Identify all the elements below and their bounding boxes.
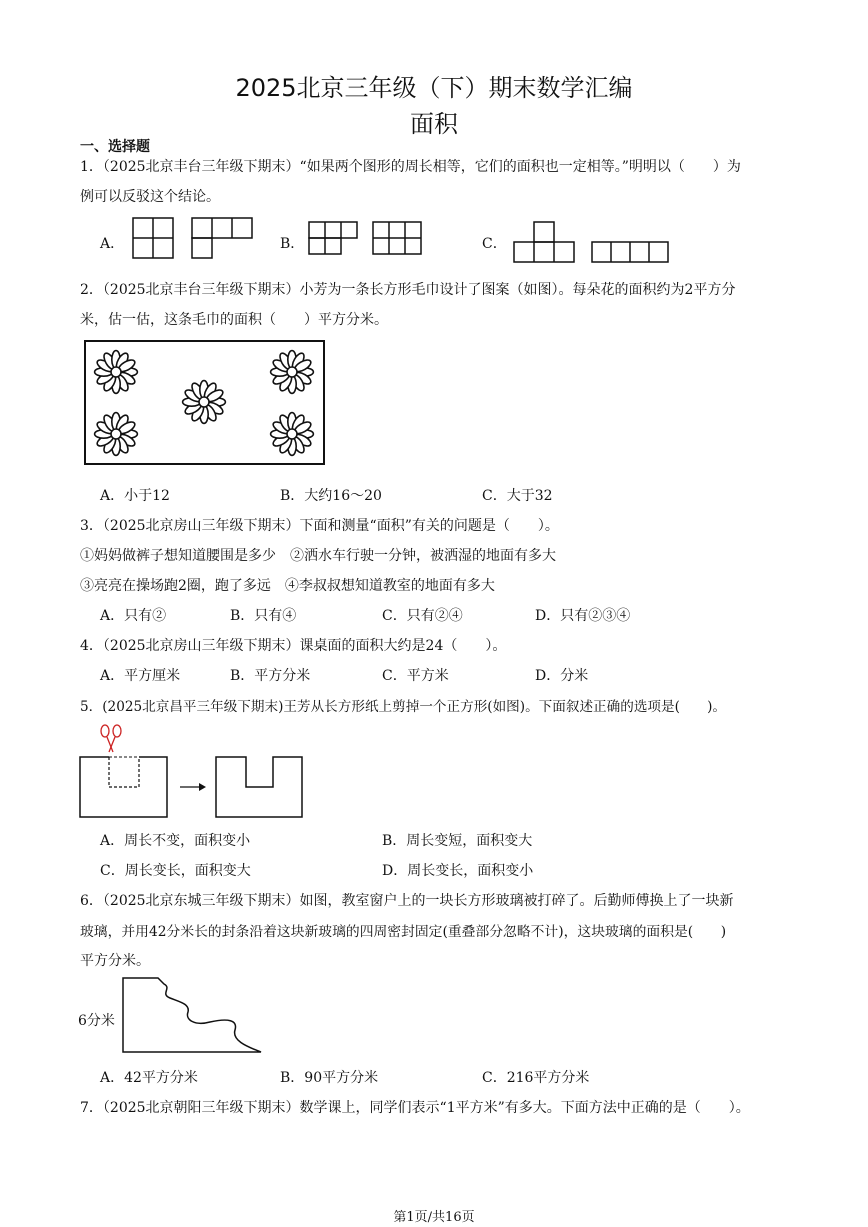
question-3-option-b: B．只有④ [230,608,297,624]
page-footer: 第1页/共16页 [393,1210,475,1225]
question-2-option-a: A．小于12 [100,488,170,504]
question-1-option-c: C． [482,236,507,252]
question-3-line-1: 3．（2025北京房山三年级下期末）下面和测量“面积”有关的问题是（ ）。 [80,518,559,534]
question-6-option-a: A．42平方分米 [100,1070,198,1086]
question-1-line-1: 1．（2025北京丰台三年级下期末）“如果两个图形的周长相等，它们的面积也一定相等。”明明以（ ）为 [80,159,741,175]
question-6-line-3: 平方分米。 [80,953,150,969]
question-3-line-3: ③亮亮在操场跑2圈，跑了多远 ④李叔叔想知道教室的地面有多大 [80,578,495,594]
question-5-line-1: 5．(2025北京昌平三年级下期末)王芳从长方形纸上剪掉一个正方形(如图)。下面叙述正确的选项是( )。 [80,699,726,715]
question-5-option-b: B．周长变短，面积变大 [382,833,533,849]
question-3-option-c: C．只有②④ [382,608,463,624]
question-3-option-a: A．只有② [100,608,167,624]
question-3-option-d: D．只有②③④ [535,608,631,624]
page-title: 2025北京三年级（下）期末数学汇编 [235,74,633,102]
glass-height-label: 6分米 [78,1013,115,1029]
question-2-line-2: 米，估一估，这条毛巾的面积（ ）平方分米。 [80,312,388,328]
question-1-option-b: B． [280,236,305,252]
question-1-line-2: 例可以反驳这个结论。 [80,189,220,205]
question-4-option-c: C．平方米 [382,668,449,684]
question-2-option-c: C．大于32 [482,488,553,504]
question-2-line-1: 2．（2025北京丰台三年级下期末）小芳为一条长方形毛巾设计了图案（如图）。每朵花的面积约为2平方分 [80,282,736,298]
question-5-option-d: D．周长变长，面积变小 [382,863,534,879]
question-4-line-1: 4．（2025北京房山三年级下期末）课桌面的面积大约是24（ ）。 [80,638,507,654]
question-5-option-a: A．周长不变，面积变小 [100,833,251,849]
question-3-line-2: ①妈妈做裤子想知道腰围是多少 ②洒水车行驶一分钟，被洒湿的地面有多大 [80,548,556,564]
page-subtitle: 面积 [410,110,458,138]
question-2-option-b: B．大约16～20 [280,488,382,504]
question-6-line-2: 玻璃，并用42分米长的封条沿着这块新玻璃的四周密封固定(重叠部分忽略不计)，这块玻璃的面积是( ) [80,924,727,940]
question-4-option-b: B．平方分米 [230,668,311,684]
question-4-option-d: D．分米 [535,668,589,684]
question-6-line-1: 6．（2025北京东城三年级下期末）如图，教室窗户上的一块长方形玻璃被打碎了。后勤师傅换上了一块新 [80,893,734,909]
question-1-option-a: A． [100,236,125,252]
question-7-line-1: 7．（2025北京朝阳三年级下期末）数学课上，同学们表示“1平方米”有多大。下面方法中正确的是（ ）。 [80,1100,750,1116]
question-5-option-c: C．周长变长，面积变大 [100,863,251,879]
section-title: 一、选择题 [80,139,150,155]
question-4-option-a: A．平方厘米 [100,668,181,684]
question-6-option-c: C．216平方分米 [482,1070,590,1086]
question-6-option-b: B．90平方分米 [280,1070,379,1086]
